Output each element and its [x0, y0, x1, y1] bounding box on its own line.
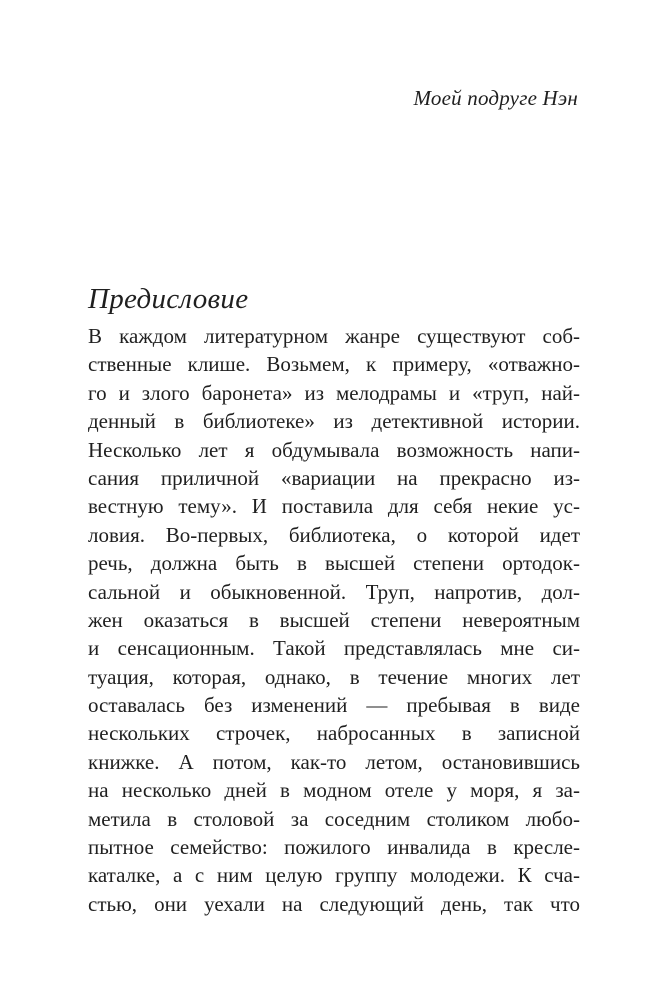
- text-line: жен оказаться в высшей степени невероятным: [88, 607, 580, 632]
- dedication: Моей подруге Нэн: [413, 86, 578, 110]
- text-line: стью, они уехали на следующий день, так что: [88, 891, 580, 916]
- body-text: [88, 322, 580, 918]
- text-line: сания приличной «вариации на прекрасно из-: [88, 465, 580, 490]
- text-line: и сенсационным. Такой представлялась мне си-: [88, 636, 580, 661]
- text-line: вестную тему». И поставила для себя некие ус-: [88, 494, 580, 519]
- text-line: туация, которая, однако, в течение многих лет: [88, 664, 580, 689]
- text-line: речь, должна быть в высшей степени ортодок-: [88, 551, 580, 576]
- text-line: денный в библиотеке» из детективной истории.: [88, 409, 580, 434]
- text-line: оставалась без изменений — пребывая в виде: [88, 693, 580, 718]
- text-line: метила в столовой за соседним столиком любо-: [88, 806, 580, 831]
- text-line: Несколько лет я обдумывала возможность напи-: [88, 437, 580, 462]
- text-line: ственные клише. Возьмем, к примеру, «отважно-: [88, 352, 580, 377]
- text-line: нескольких строчек, набросанных в записной: [88, 721, 580, 746]
- text-line: каталке, а с ним целую группу молодежи. К сча-: [88, 863, 580, 888]
- text-line: книжке. А потом, как-то летом, остановившись: [88, 749, 580, 774]
- text-line: ловия. Во-первых, библиотека, о которой идет: [88, 522, 580, 547]
- text-line: сальной и обыкновенной. Труп, напротив, дол-: [88, 579, 580, 604]
- section-heading: Предисловие: [88, 283, 249, 315]
- text-line: на несколько дней в модном отеле у моря, я за-: [88, 778, 580, 803]
- text-line: В каждом литературном жанре существуют соб-: [88, 324, 580, 348]
- text-line: пытное семейство: пожилого инвалида в кресле-: [88, 835, 580, 860]
- text-line: го и злого баронета» из мелодрамы и «труп, най-: [88, 380, 580, 405]
